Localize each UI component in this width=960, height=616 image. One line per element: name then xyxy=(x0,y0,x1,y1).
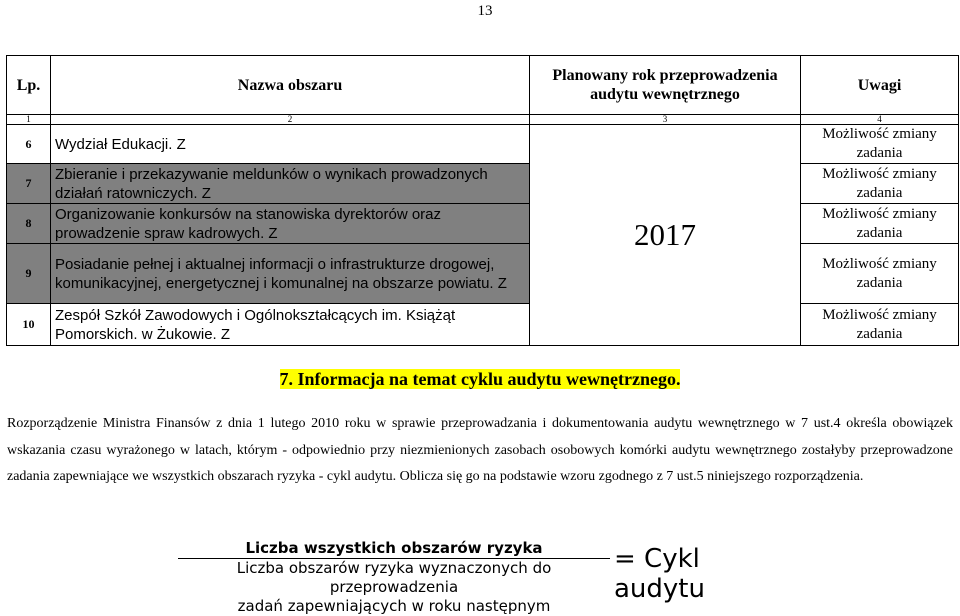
header-lp: Lp. xyxy=(7,56,51,115)
table-row xyxy=(7,164,959,204)
table-header-row xyxy=(7,56,959,115)
formula-denominator-line-2: zadań zapewniających w roku następnym xyxy=(237,597,551,615)
row-lp: 7 xyxy=(7,164,51,204)
header-notes: Uwagi xyxy=(801,56,959,115)
row-notes: Możliwość zmiany zadania xyxy=(801,244,959,304)
column-number: 3 xyxy=(530,115,801,125)
section-heading xyxy=(0,369,960,390)
row-lp: 8 xyxy=(7,204,51,244)
row-notes: Możliwość zmiany zadania xyxy=(801,125,959,164)
body-paragraph: Rozporządzenie Ministra Finansów z dnia 1 lutego 2010 roku w sprawie przeprowadzania i dokumentowania audytu wewnętrznego w 7 ust.4 określa obowiązek wskazania czasu wyrażonego w latach, którym - odpowiednio przy niezmienionych zasobach osobowych komórki audytu wewnętrznego zostałyby przeprowadzone zadania zapewniające we wszystkich obszarach ryzyka - cykl audytu. Oblicza się go na podstawie wzoru zgodnego z 7 ust.5 niniejszego rozporządzenia. xyxy=(7,416,953,484)
row-notes: Możliwość zmiany zadania xyxy=(801,204,959,244)
page-number: 13 xyxy=(477,3,493,19)
row-notes: Możliwość zmiany zadania xyxy=(801,304,959,346)
row-area: Posiadanie pełnej i aktualnej informacji o infrastrukturze drogowej, komunikacyjnej, energetycznej i komunalnej na obszarze powiatu. Z xyxy=(51,244,530,304)
planned-year: 2017 xyxy=(634,217,696,252)
row-lp: 10 xyxy=(7,304,51,346)
header-area: Nazwa obszaru xyxy=(51,56,530,115)
row-area: Zespół Szkół Zawodowych i Ogólnokształcących im. Książąt Pomorskich. w Żukowie. Z xyxy=(51,304,530,346)
row-notes: Możliwość zmiany zadania xyxy=(801,164,959,204)
row-area: Zbieranie i przekazywanie meldunków o wynikach prowadzonych działań ratowniczych. Z xyxy=(51,164,530,204)
table-row xyxy=(7,204,959,244)
section-heading-text: 7. Informacja na temat cyklu audytu wewnętrznego. xyxy=(279,369,681,389)
row-area: Organizowanie konkursów na stanowiska dyrektorów oraz prowadzenie spraw kadrowych. Z xyxy=(51,204,530,244)
column-number: 4 xyxy=(801,115,959,125)
planned-year-cell xyxy=(530,125,801,346)
audit-plan-table xyxy=(6,55,959,346)
header-planned-year: Planowany rok przeprowadzenia audytu wewnętrznego xyxy=(530,56,801,115)
row-lp: 9 xyxy=(7,244,51,304)
column-number: 1 xyxy=(7,115,51,125)
formula-numerator: Liczba wszystkich obszarów ryzyka xyxy=(245,539,543,557)
audit-cycle-formula xyxy=(178,538,705,615)
table-row xyxy=(7,304,959,346)
column-number: 2 xyxy=(51,115,530,125)
formula-result: = Cykl audytu xyxy=(614,544,705,604)
table-row xyxy=(7,244,959,304)
formula-fraction xyxy=(178,538,610,616)
row-lp: 6 xyxy=(7,125,51,164)
formula-denominator-line-1: Liczba obszarów ryzyka wyznaczonych do przeprowadzenia xyxy=(236,559,552,596)
row-area: Wydział Edukacji. Z xyxy=(51,125,530,164)
table-row xyxy=(7,125,959,164)
column-number-row xyxy=(7,115,959,125)
